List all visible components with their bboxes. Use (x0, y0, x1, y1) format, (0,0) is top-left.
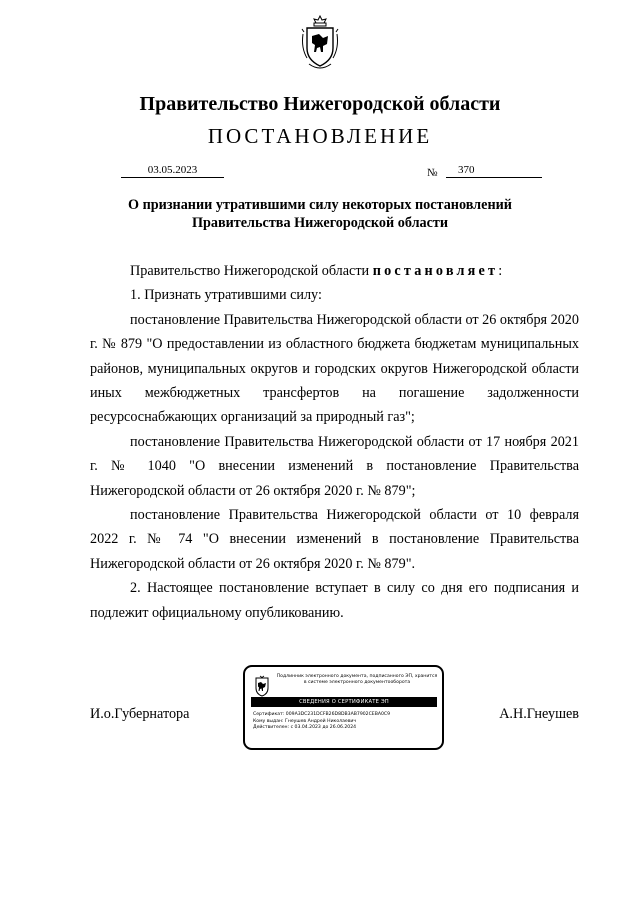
government-name: Правительство Нижегородской области (139, 93, 501, 115)
document-title-line-2: Правительства Нижегородской области (191, 215, 449, 231)
paragraph-1: 1. Признать утратившими силу: (130, 287, 322, 304)
stamp-issued-to: Кому выдан: Гнеушев Андрей Николаевич (253, 718, 357, 724)
coat-of-arms-emblem (299, 14, 341, 74)
signatory-name: А.Н.Гнеушев (499, 706, 579, 722)
intro-suffix: : (498, 263, 503, 279)
stamp-emblem-icon (255, 675, 269, 697)
paragraph-2: постановление Правительства Нижегородской области от 26 октября 2020 г. № 879 "О предоставлении из областного бюджета бюджетам муниципальных районов, муниципальных округов и городских округов Нижегородской области иных межбюджетных трансфертов на погашение задолженности ресурсоснабжающих организаций за природный газ"; (90, 311, 579, 426)
intro-resolves: постановляет (372, 263, 499, 279)
stamp-notice: Подлинник электронного документа, подписанного ЭП, хранится в системе электронного документооборота (276, 674, 438, 685)
paragraph-5: 2. Настоящее постановление вступает в силу со дня его подписания и подлежит официальному опубликованию. (90, 580, 579, 621)
paragraph-4: постановление Правительства Нижегородской области от 10 февраля 2022 г. № 74 "О внесении изменений в постановление Правительства Нижегородской области от 26 октября 2020 г. № 879". (90, 507, 579, 572)
document-date: 03.05.2023 (121, 164, 224, 178)
document-title (100, 196, 540, 232)
electronic-signature-stamp (243, 665, 444, 750)
stamp-certificate-details (253, 712, 439, 732)
stamp-validity: Действителен: с 03.04.2023 до 26.06.2024 (253, 725, 357, 730)
document-body (90, 259, 579, 625)
signatory-role: И.о.Губернатора (90, 706, 190, 722)
document-number: 370 (446, 164, 542, 178)
paragraph-3: постановление Правительства Нижегородской области от 17 ноября 2021 г. № 1040 "О внесении изменений в постановление Правительства Нижегородской области от 26 октября 2020 г. № 879"; (90, 433, 579, 499)
document-type: ПОСТАНОВЛЕНИЕ (207, 124, 433, 148)
stamp-certificate-number: Сертификат: 009A3DC231DCFB26D8DB3AB7902CEBA0C9 (253, 712, 391, 717)
document-title-line-1: О признании утратившими силу некоторых постановлений (128, 197, 512, 213)
stamp-certificate-bar: СВЕДЕНИЯ О СЕРТИФИКАТЕ ЭП (251, 697, 437, 707)
number-label: № (427, 167, 438, 179)
intro-prefix: Правительство Нижегородской области (130, 263, 373, 279)
intro-paragraph (90, 259, 579, 283)
